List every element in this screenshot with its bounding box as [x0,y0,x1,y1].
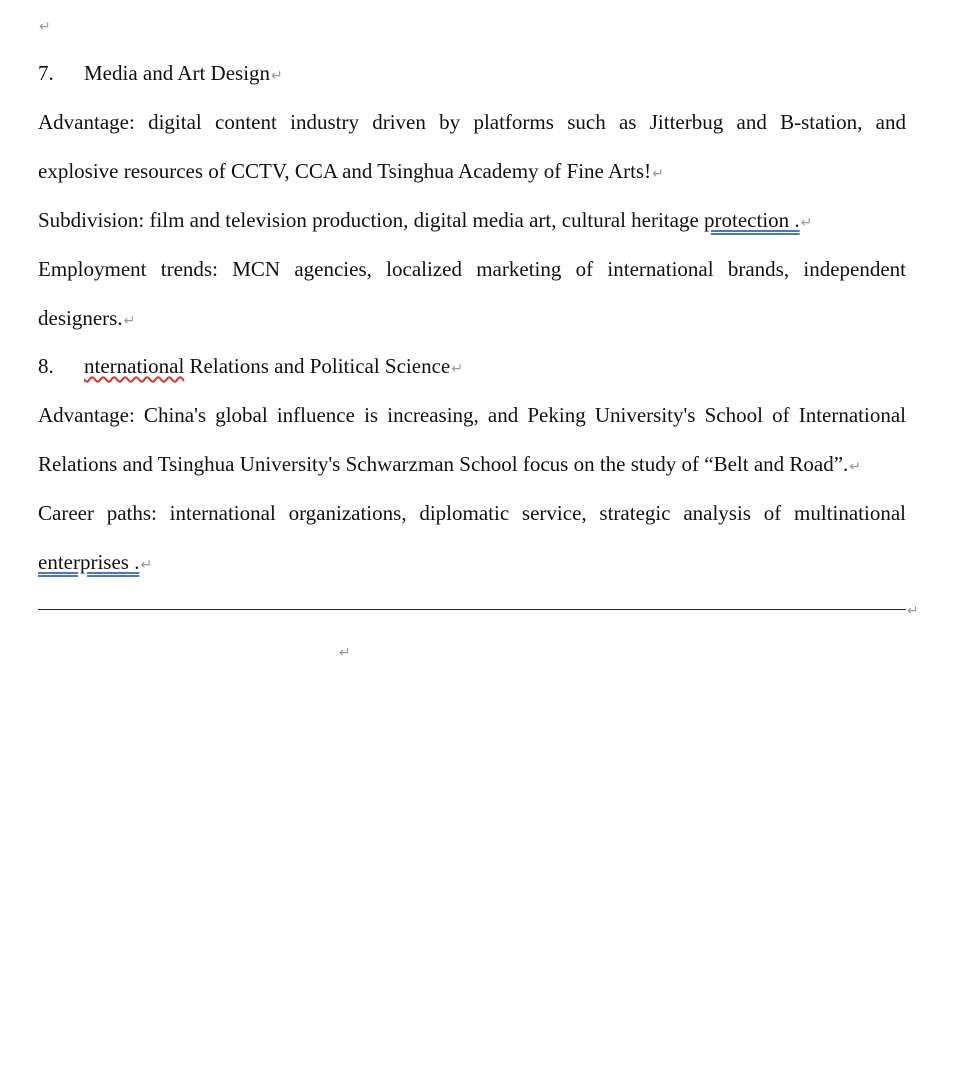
section-8-advantage-line-1: Advantage: China's global influence is increasing, and Peking University's School of International [38,403,906,427]
paragraph-mark-icon: ↵ [39,19,51,35]
section-8-career-line-1: Career paths: international organizations, diplomatic service, strategic analysis of multinational [38,501,906,525]
horizontal-rule [38,609,906,610]
paragraph-mark-icon: ↵ [271,68,283,84]
paragraph-mark-icon: ↵ [140,557,153,573]
section-7-number: 7. [38,61,54,85]
footnote-empty-paragraph [338,636,368,667]
spelling-marked-word[interactable]: nternational [84,354,185,378]
section-7-employment-line-2 [38,304,906,335]
paragraph-mark-icon: ↵ [849,459,862,475]
paragraph-mark-icon: ↵ [123,313,136,329]
section-7-subdivision [38,206,906,237]
section-8-advantage-text: Relations and Tsinghua University's Schwarzman School focus on the study of “Belt and Road”. [38,452,849,476]
paragraph-mark-icon: ↵ [451,361,463,377]
rule-end-mark [906,594,926,625]
section-8-heading [38,352,906,383]
section-7-advantage-line-1: Advantage: digital content industry driven by platforms such as Jitterbug and B-station, and [38,110,906,134]
grammar-marked-word[interactable]: protection . [704,208,800,232]
section-7-title: Media and Art Design [84,61,271,85]
grammar-marked-word[interactable]: enterprises . [38,550,140,574]
section-8-career-line-2 [38,548,906,579]
paragraph-mark-icon: ↵ [800,215,813,231]
paragraph-mark-icon: ↵ [652,166,664,182]
section-8-title: Relations and Political Science [184,354,451,378]
section-7-employment-line-1: Employment trends: MCN agencies, localized marketing of international brands, independent [38,257,906,281]
empty-paragraph [38,10,906,41]
section-7-employment-text: designers. [38,306,123,330]
paragraph-mark-icon: ↵ [907,603,919,619]
section-7-heading [38,59,906,90]
section-7-advantage-text: explosive resources of CCTV, CCA and Tsinghua Academy of Fine Arts! [38,159,652,183]
section-7-advantage-line-2 [38,157,906,188]
section-8-number: 8. [38,354,54,378]
section-8-advantage-line-2 [38,450,906,481]
section-7-subdivision-text: Subdivision: film and television production, digital media art, cultural heritage [38,208,705,232]
paragraph-mark-icon: ↵ [339,645,351,661]
